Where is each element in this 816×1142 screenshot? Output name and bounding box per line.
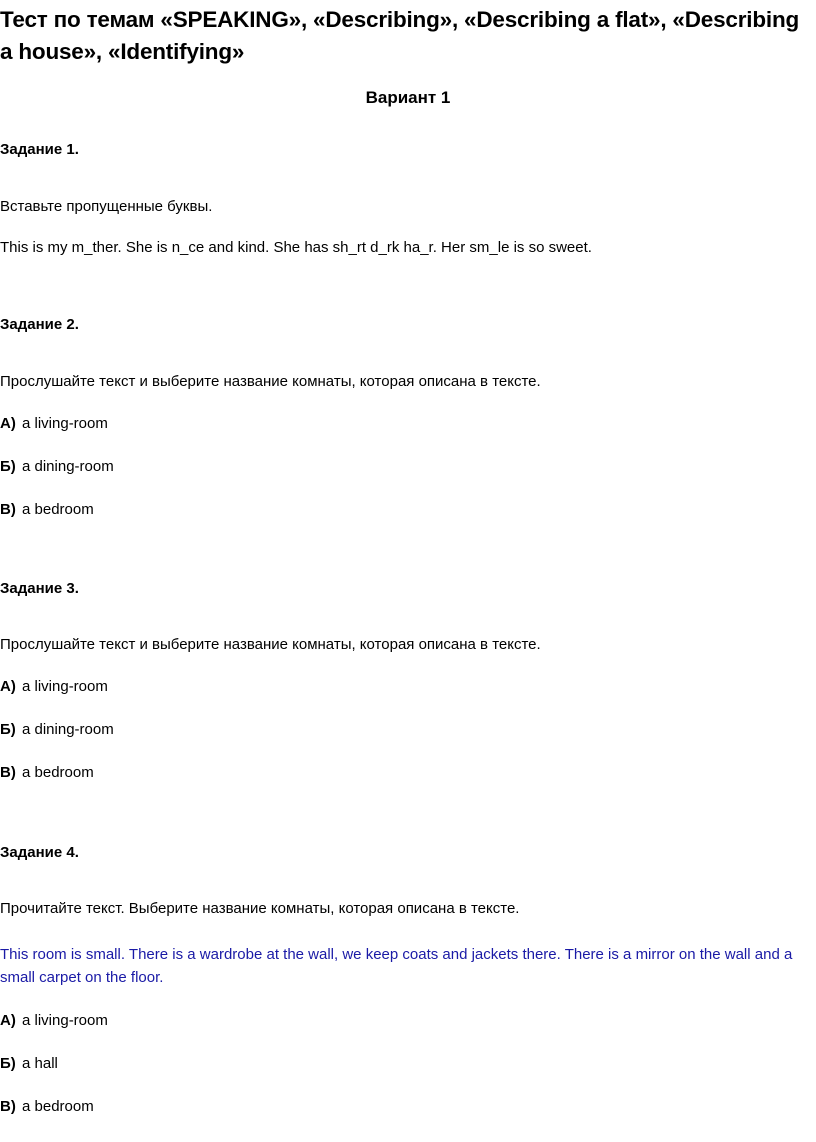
option-letter: В) [0,1098,16,1115]
task-3-option-c [0,764,94,781]
task-1-instruction: Вставьте пропущенные буквы. [0,198,213,215]
option-text: a bedroom [22,764,94,781]
task-2-option-b [0,458,114,475]
task-4-option-c [0,1098,94,1115]
option-text: a living-room [22,678,108,695]
variant-heading: Вариант 1 [365,88,451,107]
option-text: a hall [22,1055,58,1072]
task-4-instruction: Прочитайте текст. Выберите название комнаты, которая описана в тексте. [0,900,520,917]
task-2-instruction: Прослушайте текст и выберите название комнаты, которая описана в тексте. [0,373,541,390]
task-3-option-a [0,678,108,695]
task-3-heading: Задание 3. [0,580,79,597]
option-letter: А) [0,678,16,695]
option-text: a living-room [22,415,108,432]
task-4-option-a [0,1012,108,1029]
option-letter: Б) [0,1055,16,1072]
option-text: a bedroom [22,1098,94,1115]
option-letter: В) [0,764,16,781]
option-letter: В) [0,501,16,518]
task-4-reading-text: This room is small. There is a wardrobe at the wall, we keep coats and jackets there. There is a mirror on the wall and a small carpet on the floor. [0,946,793,986]
task-2-option-c [0,501,94,518]
document-title: Тест по темам «SPEAKING», «Describing», «Describing a flat», «Describing a house», «Identifying» [0,7,800,64]
option-text: a bedroom [22,501,94,518]
option-text: a dining-room [22,458,114,475]
option-letter: А) [0,1012,16,1029]
task-2-heading: Задание 2. [0,316,79,333]
task-4-heading: Задание 4. [0,844,79,861]
option-letter: Б) [0,721,16,738]
task-2-option-a [0,415,108,432]
task-4-option-b [0,1055,58,1072]
task-1-text: This is my m_ther. She is n_ce and kind. She has sh_rt d_rk ha_r. Her sm_le is so sweet. [0,239,592,256]
task-3-instruction: Прослушайте текст и выберите название комнаты, которая описана в тексте. [0,636,541,653]
task-3-option-b [0,721,114,738]
option-letter: А) [0,415,16,432]
option-text: a dining-room [22,721,114,738]
task-1-heading: Задание 1. [0,141,79,158]
option-text: a living-room [22,1012,108,1029]
option-letter: Б) [0,458,16,475]
